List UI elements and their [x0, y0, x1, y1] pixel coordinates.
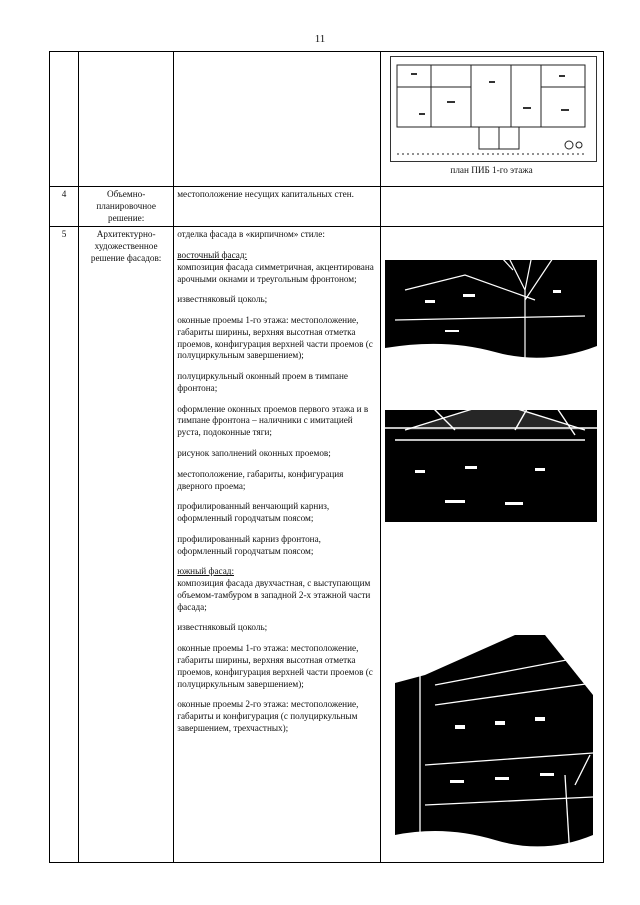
row-number: 5: [50, 227, 79, 863]
list-item: полуциркульный оконный проем в тимпане фронтона;: [177, 371, 348, 393]
list-item: восточный фасад: композиция фасада симметричная, акцентирована арочными окнами и треугольным фронтоном;: [177, 250, 374, 284]
east-facade-photo-1: [385, 230, 597, 375]
row-name: Объемно-планировочное решение:: [79, 187, 174, 227]
object-subject-table: [49, 51, 604, 863]
table-row: [50, 52, 604, 187]
row-number: 4: [50, 187, 79, 227]
list-item: профилированный венчающий карниз, оформленный городчатым поясом;: [177, 501, 330, 524]
list-item: известняковый цоколь;: [177, 622, 268, 633]
row-description: местоположение несущих капитальных стен.: [174, 187, 380, 227]
list-item: оконные проемы 1-го этажа: местоположение, габариты ширины, верхняя высотная отметка проемов, конфигурация верхней части проемов (с полуциркульным завершением);: [177, 643, 373, 689]
empty-photo-cell: [380, 187, 603, 227]
list-item: оконные проемы 2-го этажа: местоположение, габариты и конфигурация (с полуциркульным завершением, трехчастных);: [177, 699, 359, 733]
list-item: оформление оконных проемов первого этажа и в тимпане фронтона – наличники с имитацией руста, подоконные тяги;: [177, 403, 369, 438]
list-item: местоположение, габариты, конфигурация дверного проема;: [177, 468, 344, 491]
table-row: [50, 187, 604, 227]
floor-plan-drawing: [390, 56, 597, 162]
list-item: отделка фасада в «кирпичном» стиле:: [177, 229, 325, 240]
row-description: [174, 52, 380, 187]
east-facade-photo-2: [385, 390, 597, 522]
list-item: рисунок заполнений оконных проемов;: [177, 448, 331, 459]
south-facade-photo: [395, 635, 593, 858]
row-number: [50, 52, 79, 187]
list-item: южный фасад: композиция фасада двухчастная, с выступающим объемом-тамбуром в западной 2-х этажной части фасада;: [177, 566, 371, 612]
table-row: [50, 227, 604, 863]
plan-caption: план ПИБ 1-го этажа: [450, 165, 533, 175]
row-name: Архитектурно-художественное решение фасадов:: [79, 227, 174, 863]
row-name: [79, 52, 174, 187]
list-item: профилированный карниз фронтона, оформленный городчатым поясом;: [177, 533, 321, 556]
plan-cell: [380, 52, 603, 187]
section-heading: южный фасад:: [177, 566, 235, 577]
facade-description-list: [174, 227, 380, 863]
page-number: 11: [314, 33, 326, 45]
list-item: оконные проемы 1-го этажа: местоположение, габариты ширины, верхняя высотная отметка проемов, конфигурация верхней части проемов (с полуциркульным завершением);: [177, 315, 373, 361]
section-heading: восточный фасад:: [177, 250, 248, 261]
facade-photos-cell: [380, 227, 603, 863]
list-item: известняковый цоколь;: [177, 294, 268, 305]
